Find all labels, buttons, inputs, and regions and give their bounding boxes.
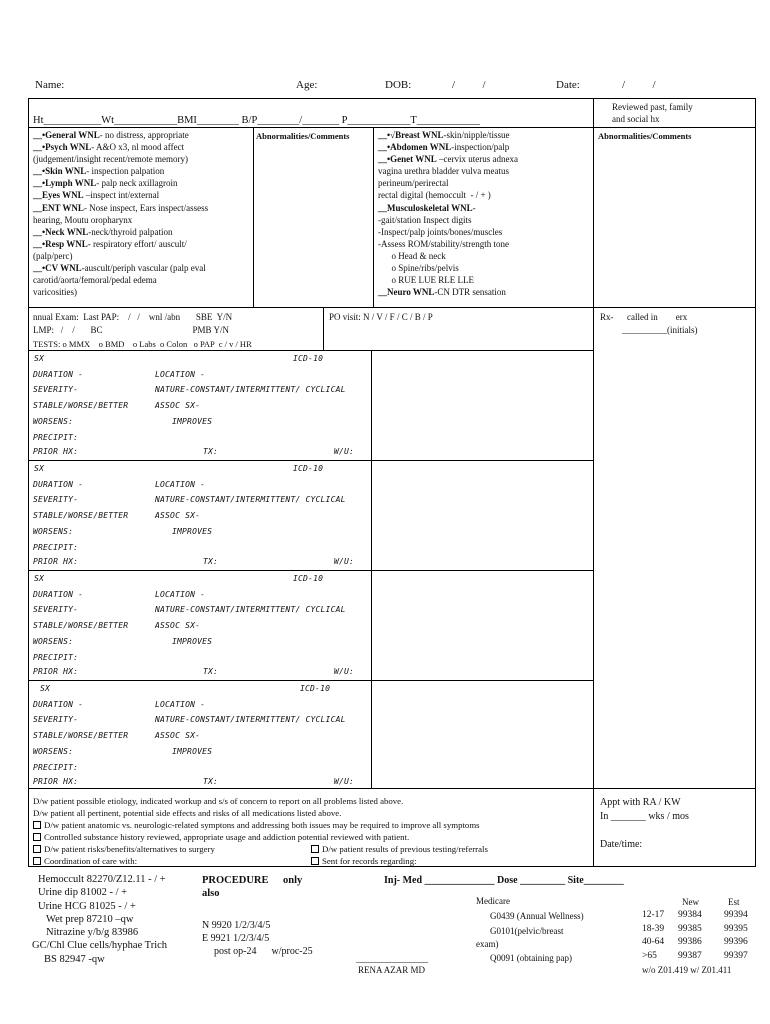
hpi-location: LOCATION -: [155, 480, 206, 489]
reviewed-divider: [593, 127, 755, 128]
exam-right-detail: o Spine/ribs/pelvis: [378, 263, 459, 274]
hpi-wu: W/U:: [334, 447, 355, 456]
exam-left-row: [33, 274, 251, 286]
discussion-6a-row: [33, 855, 137, 867]
exam-left-detail: (judgement/insight recent/remote memory): [33, 154, 188, 165]
hpi-precipit: PRECIPIT:: [33, 543, 79, 552]
hpi-assoc: ASSOC SX-: [155, 401, 201, 410]
code-row: [642, 909, 748, 923]
exam-right-row: [378, 153, 592, 165]
col-est: Est: [728, 897, 740, 907]
hpi-precipit: PRECIPIT:: [33, 653, 79, 662]
exam-left-detail: -neck/thyroid palpation: [88, 226, 173, 237]
exam-left-label: __•Resp WNL: [33, 238, 88, 249]
reviewed-hx: Reviewed past, family: [612, 102, 693, 112]
new-code: 99387: [678, 950, 702, 961]
exam-left-label: __•Skin WNL: [33, 166, 87, 177]
exam-left-row: [33, 250, 251, 262]
annual-exam-line: nnual Exam: Last PAP: / / wnl /abn SBE Y/N: [33, 312, 233, 322]
exam-left-detail: (palp/perc): [33, 250, 73, 261]
vitals-line: Ht___________Wt____________BMI________ B/P________/_______ P____________T____________: [33, 115, 480, 126]
exam-right-row: [378, 286, 592, 298]
procedure-only: only: [283, 875, 303, 886]
discussion-5b: D/w patient results of previous testing/referrals: [322, 844, 488, 854]
exam-left-row: [33, 238, 251, 250]
hpi-sx: SX: [40, 684, 51, 693]
hpi-bottom-border: [28, 788, 755, 789]
abn-comments-1: Abnormalities/Comments: [256, 131, 350, 141]
hpi-block-divider: [28, 570, 593, 571]
annual-bottom-border: [28, 350, 593, 351]
hpi-nature: NATURE-CONSTANT/INTERMITTENT/ CYCLICAL: [155, 715, 346, 724]
exam-left-row: [33, 214, 251, 226]
exam-left-detail: carotid/aorta/femoral/pedal edema: [33, 275, 157, 286]
po-visit: PO visit: N / V / F / C / B / P: [329, 312, 433, 322]
procedure-also: also: [202, 888, 220, 899]
exam-right-row: [378, 238, 592, 250]
right-column-divider: [593, 98, 594, 788]
g0101-exam: exam): [476, 939, 499, 949]
hpi-tx: TX:: [203, 447, 219, 456]
hpi-nature: NATURE-CONSTANT/INTERMITTENT/ CYCLICAL: [155, 495, 346, 504]
exam-right-detail: vagina urethra bladder vulva meatus: [378, 166, 509, 177]
hpi-prior: PRIOR HX:: [33, 777, 79, 786]
hpi-wu: W/U:: [334, 667, 355, 676]
checkbox-results[interactable]: [311, 845, 319, 853]
medicare-label: Medicare: [476, 896, 510, 906]
hpi-duration: DURATION -: [33, 370, 84, 379]
hpi-severity: SEVERITY-: [33, 605, 79, 614]
preventive-codes-table: [642, 909, 748, 963]
exam-right-label: __Musculoskeletal WNL: [378, 202, 473, 213]
discussion-5a-row: [33, 843, 215, 855]
exam-right-row: [378, 250, 592, 262]
hpi-nature: NATURE-CONSTANT/INTERMITTENT/ CYCLICAL: [155, 385, 346, 394]
hpi-icd: ICD-10: [300, 684, 331, 693]
hpi-sx: SX: [34, 464, 45, 473]
lab-code: Nitrazine y/b/g 83986: [46, 927, 139, 939]
age-range: 18-39: [642, 923, 665, 934]
exam-right-detail: -skin/nipple/tissue: [443, 130, 510, 140]
exam-left-detail: - respiratory effort/ auscult/: [87, 238, 187, 249]
rx-line: Rx- called in erx: [600, 312, 688, 322]
exam-right-row: [378, 214, 592, 226]
checkbox-controlled[interactable]: [33, 833, 41, 841]
doctor-name: RENA AZAR MD: [358, 965, 426, 975]
age-range: >65: [642, 950, 657, 961]
exam-left-detail: varicosities): [33, 287, 77, 298]
hpi-icd: ICD-10: [293, 354, 324, 363]
exam-left-label: __•Neck WNL: [33, 226, 89, 237]
exam-right-detail: o Head & neck: [378, 250, 446, 261]
exam-right-detail: -gait/station Inspect digits: [378, 214, 472, 225]
exam-right-label: __•√Breast WNL: [378, 130, 444, 140]
hpi-tx: TX:: [203, 777, 219, 786]
date-slashes: / /: [622, 79, 656, 91]
exam-left-row: [33, 141, 251, 153]
exam-left-row: [33, 129, 251, 141]
hpi-sx: SX: [34, 574, 45, 583]
exam-left-detail: - no distress, appropriate: [99, 130, 189, 140]
lab-code: Hemoccult 82270/Z12.11 - / +: [38, 874, 166, 885]
hpi-improves: IMPROVES: [172, 527, 213, 536]
hpi-duration: DURATION -: [33, 700, 84, 709]
code-row: [642, 936, 748, 950]
exam-right-detail: -: [472, 202, 476, 213]
hpi-icd: ICD-10: [293, 574, 324, 583]
exam-left-row: [33, 202, 251, 214]
dob-label: DOB:: [385, 79, 412, 91]
exam-left-row: [33, 177, 251, 189]
discussion-1: D/w patient possible etiology, indicated workup and s/s of concern to report on all problems listed above.: [33, 796, 404, 806]
hpi-worsens: WORSENS:: [33, 747, 74, 756]
exam-left-row: [33, 189, 251, 201]
hpi-sx: SX: [34, 354, 45, 363]
z-codes: w/o Z01.419 w/ Z01.411: [642, 965, 732, 975]
discussion-6b-row: [311, 855, 417, 867]
hpi-worsens: WORSENS:: [33, 637, 74, 646]
exam-right-row: [378, 165, 592, 177]
exam-left-label: __Eyes WNL: [33, 190, 84, 201]
col-new: New: [682, 897, 699, 907]
exam-left-row: [33, 262, 251, 274]
hpi-improves: IMPROVES: [172, 747, 213, 756]
hpi-prior: PRIOR HX:: [33, 557, 79, 566]
exam-right-label: __Neuro WNL: [378, 287, 435, 298]
exam-left-row: [33, 165, 251, 177]
abn-comments-2: Abnormalities/Comments: [598, 131, 692, 141]
exam-left-detail: -auscult/periph vascular (palp eval: [81, 263, 206, 274]
po-divider: [323, 307, 324, 351]
discussion-6a: Coordination of care with:: [44, 856, 138, 866]
appt-with: Appt with RA / KW: [600, 797, 681, 808]
exam-left-detail: hearing, Moutu oropharynx: [33, 214, 133, 225]
checkbox-anatomic[interactable]: [33, 821, 41, 829]
exam-right-row: [378, 177, 592, 189]
rx-initials: __________(initials): [622, 325, 698, 335]
exam-right-row: [378, 141, 592, 153]
exam-right-label: __•Abdomen WNL: [378, 142, 452, 153]
form-top-border: [28, 98, 756, 99]
hpi-assoc: ASSOC SX-: [155, 511, 201, 520]
appt-divider: [593, 788, 594, 866]
exam-right-detail: -CN DTR sensation: [434, 287, 506, 298]
lab-codes-list: [32, 873, 168, 966]
signature-line: ________________: [356, 954, 428, 964]
hpi-improves: IMPROVES: [172, 417, 213, 426]
est-code: 99395: [724, 923, 748, 934]
exam-left-list: [33, 129, 251, 298]
hpi-wu: W/U:: [334, 777, 355, 786]
exam-right-detail: perineum/perirectal: [378, 178, 449, 189]
discussion-4: Controlled substance history reviewed, appropriate usage and addiction potential reviewed with patient.: [44, 832, 410, 842]
checkbox-coordination[interactable]: [33, 857, 41, 865]
lab-code: GC/Chl Clue cells/hyphae Trich: [32, 940, 168, 952]
exam-right-row: [378, 262, 592, 274]
exam-right-row: [378, 129, 592, 141]
appt-in: In _______ wks / mos: [600, 811, 689, 822]
g0101: G0101(pelvic/breast: [490, 926, 564, 936]
e9921: E 9921 1/2/3/4/5: [202, 933, 270, 944]
exam-right-detail: -inspection/palp: [451, 142, 510, 153]
hpi-prior: PRIOR HX:: [33, 447, 79, 456]
lmp-line: LMP: / / BC PMB Y/N: [33, 325, 229, 335]
hpi-improves: IMPROVES: [172, 637, 213, 646]
age-range: 40-64: [642, 937, 665, 948]
post-op: post op-24 w/proc-25: [214, 946, 313, 957]
exam-right-detail: -Inspect/palp joints/bones/muscles: [378, 226, 503, 237]
form-right-border: [755, 98, 756, 867]
hpi-precipit: PRECIPIT:: [33, 763, 79, 772]
hpi-tx: TX:: [203, 667, 219, 676]
code-row: [642, 923, 748, 937]
hpi-stable: STABLE/WORSE/BETTER: [33, 401, 129, 410]
exam-left-row: [33, 153, 251, 165]
hpi-location: LOCATION -: [155, 590, 206, 599]
reviewed-hx-2: and social hx: [612, 114, 660, 124]
hpi-duration: DURATION -: [33, 480, 84, 489]
exam-right-row: [378, 274, 592, 286]
tests-line: TESTS: o MMX o BMD o Labs o Colon o PAP c / v / HR: [33, 339, 252, 349]
hpi-location: LOCATION -: [155, 370, 206, 379]
checkbox-records[interactable]: [311, 857, 319, 865]
exam-left-row: [33, 286, 251, 298]
new-code: 99384: [678, 910, 702, 920]
exam-left-label: __•General WNL: [33, 130, 100, 140]
exam-left-label: __•CV WNL: [33, 263, 82, 274]
hpi-precipit: PRECIPIT:: [33, 433, 79, 442]
discussion-3: D/w patient anatomic vs. neurologic-related symptons and addressing both issues may be required to improve all symptoms: [44, 820, 480, 830]
exam-left-detail: - palp neck axillagroin: [96, 178, 178, 189]
exam-left-row: [33, 226, 251, 238]
inj-med-line: Inj- Med ______________ Dose _________ Site________: [384, 875, 624, 886]
hpi-stable: STABLE/WORSE/BETTER: [33, 731, 129, 740]
exam-bottom-border: [28, 307, 755, 308]
dob-slashes: / /: [452, 79, 486, 91]
checkbox-surgery[interactable]: [33, 845, 41, 853]
new-code: 99386: [678, 937, 702, 948]
discussion-2: D/w patient all pertinent, potential side effects and risks of all medications listed above.: [33, 808, 342, 818]
g0439: G0439 (Annual Wellness): [490, 911, 584, 921]
exam-left-detail: - Nose inspect, Ears inspect/assess: [83, 202, 209, 213]
est-code: 99394: [724, 910, 748, 920]
hpi-block-divider: [28, 680, 593, 681]
hpi-prior: PRIOR HX:: [33, 667, 79, 676]
hpi-worsens: WORSENS:: [33, 417, 74, 426]
exam-divider-1: [253, 127, 254, 307]
hpi-stable: STABLE/WORSE/BETTER: [33, 621, 129, 630]
hpi-duration: DURATION -: [33, 590, 84, 599]
exam-right-label: __•Genet WNL: [378, 154, 437, 165]
discussion-5b-row: [311, 843, 488, 855]
exam-right-row: [378, 202, 592, 214]
hpi-wu: W/U:: [334, 557, 355, 566]
date-label: Date:: [556, 79, 580, 91]
age-range: 12-17: [642, 910, 665, 920]
exam-right-detail: –cervix uterus adnexa: [436, 154, 518, 165]
hpi-assoc: ASSOC SX-: [155, 731, 201, 740]
discussion-5a: D/w patient risks/benefits/alternatives to surgery: [44, 844, 215, 854]
hpi-block-divider: [28, 460, 593, 461]
exam-left-detail: - A&O x3, nl mood affect: [91, 142, 185, 153]
lab-code: Urine dip 81002 - / +: [38, 887, 128, 899]
procedure-label: PROCEDURE: [202, 875, 269, 886]
hpi-stable: STABLE/WORSE/BETTER: [33, 511, 129, 520]
exam-right-list: [378, 129, 592, 298]
discussion-4-row: [33, 831, 409, 843]
est-code: 99397: [724, 950, 748, 961]
exam-right-row: [378, 226, 592, 238]
lab-code: Urine HCG 81025 - / +: [38, 900, 136, 912]
exam-left-detail: –inspect int/external: [83, 190, 160, 201]
code-row: [642, 950, 748, 964]
discussion-3-row: [33, 819, 480, 831]
appt-datetime: Date/time:: [600, 839, 643, 850]
exam-divider-2: [373, 127, 374, 307]
age-label: Age:: [296, 79, 318, 91]
hpi-tx: TX:: [203, 557, 219, 566]
hpi-worsens: WORSENS:: [33, 527, 74, 536]
hpi-icd: ICD-10: [293, 464, 324, 473]
exam-right-detail: o RUE LUE RLE LLE: [378, 275, 474, 286]
exam-left-detail: - inspection palpation: [86, 166, 165, 177]
name-label: Name:: [35, 79, 65, 91]
hpi-severity: SEVERITY-: [33, 385, 79, 394]
hpi-divider: [371, 350, 372, 788]
hpi-nature: NATURE-CONSTANT/INTERMITTENT/ CYCLICAL: [155, 605, 346, 614]
hpi-assoc: ASSOC SX-: [155, 621, 201, 630]
exam-right-row: [378, 189, 592, 201]
vitals-divider: [28, 127, 593, 128]
form-left-border: [28, 98, 29, 867]
exam-left-label: __ENT WNL: [33, 202, 84, 213]
n9920: N 9920 1/2/3/4/5: [202, 920, 271, 931]
discussion-6b: Sent for records regarding:: [322, 856, 417, 866]
hpi-severity: SEVERITY-: [33, 715, 79, 724]
lab-code: BS 82947 -qw: [44, 953, 105, 965]
exam-left-label: __•Psych WNL: [33, 142, 92, 153]
q0091: Q0091 (obtaining pap): [490, 953, 572, 963]
exam-right-detail: -Assess ROM/stability/strength tone: [378, 238, 509, 249]
lab-code: Wet prep 87210 –qw: [46, 913, 134, 925]
exam-right-detail: rectal digital (hemoccult - / + ): [378, 190, 491, 201]
hpi-location: LOCATION -: [155, 700, 206, 709]
est-code: 99396: [724, 937, 748, 948]
hpi-severity: SEVERITY-: [33, 495, 79, 504]
new-code: 99385: [678, 923, 702, 934]
exam-left-label: __•Lymph WNL: [33, 178, 97, 189]
